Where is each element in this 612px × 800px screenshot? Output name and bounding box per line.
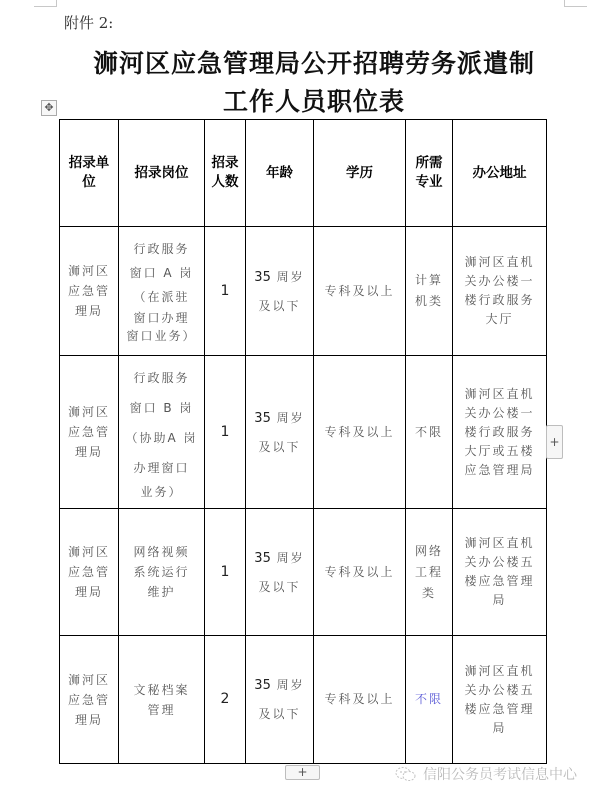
cell-count: 1 <box>205 356 246 509</box>
cell-major: 网络工程类 <box>406 509 453 636</box>
position-line: （协助A 岗 <box>125 431 198 445</box>
cell-education: 专科及以上 <box>314 356 406 509</box>
age-number: 35 <box>254 269 271 285</box>
cell-position <box>119 227 205 356</box>
cell-education: 专科及以上 <box>314 227 406 356</box>
age-qualifier: 及以下 <box>258 439 301 454</box>
document-title-line2: 工作人员职位表 <box>222 87 405 116</box>
cell-position <box>119 356 205 509</box>
add-row-button[interactable]: + <box>285 765 320 780</box>
cell-major: 不限 <box>406 636 453 764</box>
table-row <box>60 227 547 356</box>
position-line: 行政服务 <box>133 371 190 385</box>
add-column-button[interactable]: + <box>546 425 563 459</box>
position-table <box>59 119 547 764</box>
header-count: 招录人数 <box>205 120 246 227</box>
cell-education: 专科及以上 <box>314 636 406 764</box>
age-unit: 周岁 <box>276 678 305 692</box>
cell-age <box>246 227 314 356</box>
table-header-row <box>60 120 547 227</box>
age-qualifier: 及以下 <box>258 579 301 594</box>
watermark-text: 信阳公务员考试信息中心 <box>423 767 577 783</box>
table-row <box>60 509 547 636</box>
position-line: 窗口办理 <box>133 311 190 325</box>
position-line: 窗口 A 岗 <box>129 266 194 280</box>
cell-age <box>246 356 314 509</box>
age-number: 35 <box>254 678 271 693</box>
age-unit: 周岁 <box>276 550 305 565</box>
cell-address: 浉河区直机关办公楼一楼行政服务大厅 <box>453 227 547 356</box>
header-address: 办公地址 <box>453 120 547 227</box>
cell-address: 浉河区直机关办公楼一楼行政服务大厅或五楼应急管理局 <box>453 356 547 509</box>
cell-age <box>246 636 314 764</box>
document-title-line1: 浉河区应急管理局公开招聘劳务派遣制 <box>92 49 535 78</box>
position-line: 窗口业务） <box>126 329 197 343</box>
cell-address: 浉河区直机关办公楼五楼应急管理局 <box>453 636 547 764</box>
age-unit: 周岁 <box>276 410 305 425</box>
watermark <box>395 764 577 784</box>
cell-unit: 浉河区应急管理局 <box>60 356 119 509</box>
age-number: 35 <box>254 550 271 566</box>
position-line: 业务） <box>140 485 183 499</box>
position-line: 行政服务 <box>133 242 190 256</box>
age-qualifier: 及以下 <box>258 298 301 313</box>
header-age: 年龄 <box>246 120 314 227</box>
cell-count: 2 <box>205 636 246 764</box>
table-row <box>60 356 547 509</box>
header-education: 学历 <box>314 120 406 227</box>
cell-unit: 浉河区应急管理局 <box>60 509 119 636</box>
position-line: （在派驻 <box>133 290 190 304</box>
cell-position: 网络视频系统运行维护 <box>119 509 205 636</box>
age-qualifier: 及以下 <box>258 707 301 721</box>
table-move-handle-icon[interactable]: ✥ <box>41 100 57 116</box>
header-major: 所需专业 <box>406 120 453 227</box>
table-row <box>60 636 547 764</box>
position-line: 办理窗口 <box>133 461 190 475</box>
cell-education: 专科及以上 <box>314 509 406 636</box>
page-corner-mark-left <box>34 0 57 7</box>
cell-unit: 浉河区应急管理局 <box>60 227 119 356</box>
position-line: 窗口 B 岗 <box>129 401 194 415</box>
header-position: 招录岗位 <box>119 120 205 227</box>
cell-age <box>246 509 314 636</box>
cell-address: 浉河区直机关办公楼五楼应急管理局 <box>453 509 547 636</box>
age-number: 35 <box>254 410 271 426</box>
cell-major: 计算机类 <box>406 227 453 356</box>
page-corner-mark-right <box>564 0 587 7</box>
cell-count: 1 <box>205 509 246 636</box>
cell-count: 1 <box>205 227 246 356</box>
header-unit: 招录单位 <box>60 120 119 227</box>
attachment-label: 附件 2: <box>64 14 114 32</box>
cell-major: 不限 <box>406 356 453 509</box>
cell-position: 文秘档案管理 <box>119 636 205 764</box>
wechat-icon <box>395 766 417 782</box>
age-unit: 周岁 <box>276 269 305 284</box>
cell-unit: 浉河区应急管理局 <box>60 636 119 764</box>
